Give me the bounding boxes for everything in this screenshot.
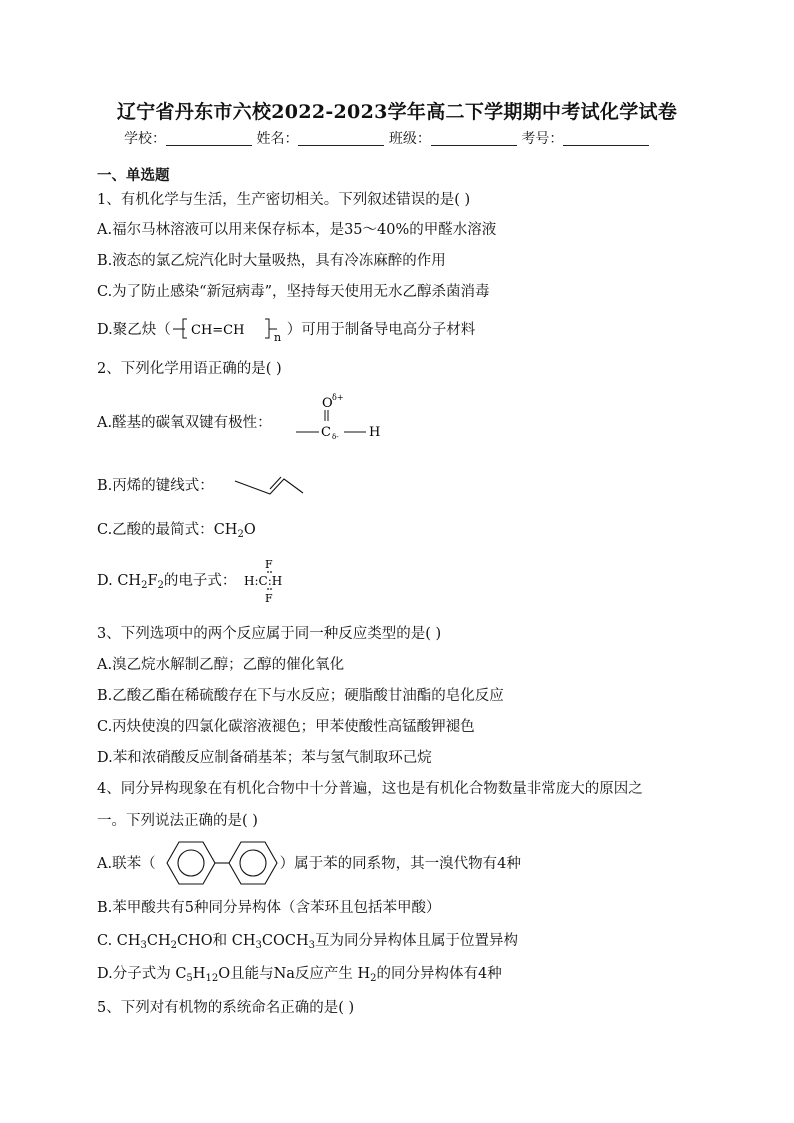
q3-option-d: D.苯和浓硝酸反应制备硝基苯；苯与氢气制取环己烷 — [97, 750, 432, 766]
q2-option-d — [97, 571, 236, 596]
q4-c-sub3: 3 — [255, 940, 262, 951]
q4-stem-line2: 一。下列说法正确的是( ) — [97, 813, 258, 829]
q4-d-part2: H — [192, 966, 206, 982]
school-label: 学校： — [124, 131, 166, 147]
q5-stem: 5、下列对有机物的系统命名正确的是( ) — [97, 1000, 355, 1016]
q4-a-prefix: A.联苯（ — [97, 856, 156, 872]
q2-d-sub2: 2 — [157, 580, 164, 591]
q1-option-c: C.为了防止感染“新冠病毒”，坚持每天使用无水乙醇杀菌消毒 — [97, 284, 490, 300]
q4-d-part3: O且能与Na反应产生 H — [218, 966, 371, 982]
school-blank[interactable] — [166, 131, 252, 146]
q4-c-part1: C. CH — [97, 933, 141, 949]
q1-d-suffix: ）可用于制备导电高分子材料 — [286, 322, 476, 338]
aldehyde-polarity-structure — [292, 392, 392, 444]
class-blank[interactable] — [431, 131, 517, 146]
q4-d-sub1: 5 — [186, 973, 193, 984]
name-blank[interactable] — [298, 131, 384, 146]
q4-c-part5: 互为同分异构体且属于位置异构 — [315, 933, 519, 949]
q4-c-part4: COCH — [261, 933, 309, 949]
q2-stem: 2、下列化学用语正确的是( ) — [97, 361, 282, 377]
exam-number-blank[interactable] — [563, 131, 649, 146]
electron-f-bottom: F — [265, 592, 273, 604]
q4-c-part3: CHO和 CH — [177, 933, 256, 949]
section-heading: 一、单选题 — [97, 167, 170, 184]
q2-a-text: A.醛基的碳氧双键有极性： — [97, 415, 272, 431]
q4-d-sub3: 2 — [370, 973, 377, 984]
empirical-formula — [214, 522, 256, 538]
polyacetylene-subscript: n — [273, 331, 281, 342]
q3-option-a: A.溴乙烷水解制乙醇；乙醇的催化氧化 — [97, 657, 345, 673]
q4-d-part4: 的同分异构体有4种 — [376, 966, 502, 982]
biphenyl-structure-icon — [162, 838, 286, 888]
electron-h-c-h: H:C:H — [244, 574, 283, 588]
q4-d-sub2: 12 — [205, 973, 219, 984]
q4-option-d — [97, 964, 502, 989]
q1-option-b: B.液态的氯乙烷汽化时大量吸热，具有冷冻麻醉的作用 — [97, 253, 446, 269]
q4-stem-line1: 4、同分异构现象在有机化合物中十分普遍，这也是有机化合物数量非常庞大的原因之 — [97, 781, 643, 797]
q4-option-a — [97, 854, 521, 874]
q4-option-c — [97, 931, 518, 956]
q3-option-c: C.丙炔使溴的四氯化碳溶液褪色；甲苯使酸性高锰酸钾褪色 — [97, 719, 475, 735]
aldehyde-hydrogen: H — [369, 425, 381, 440]
q4-c-sub2: 2 — [170, 940, 178, 951]
q3-option-b: B.乙酸乙酯在稀硫酸存在下与水反应；硬脂酸甘油酯的皂化反应 — [97, 688, 504, 704]
aldehyde-oxygen: O — [322, 396, 333, 411]
polyacetylene-text: CH=CH — [190, 323, 245, 338]
delta-plus: δ+ — [332, 393, 344, 402]
exam-number-label: 考号： — [521, 131, 564, 147]
q1-option-d — [97, 319, 475, 341]
delta-minus: δ- — [332, 433, 339, 441]
q1-option-a: A.福尔马林溶液可以用来保存标本，是35～40%的甲醛水溶液 — [97, 222, 497, 238]
q1-d-prefix: D.聚乙炔（ — [97, 322, 171, 338]
q2-option-c — [97, 520, 256, 545]
q2-d-prefix: D. CH — [97, 573, 142, 589]
q2-d-mid: F — [147, 573, 158, 589]
q4-d-part1: D.分子式为 C — [97, 966, 187, 982]
q2-b-text: B.丙烯的键线式： — [97, 478, 214, 494]
q4-a-suffix: ）属于苯的同系物，其一溴代物有4种 — [279, 856, 521, 872]
q2-c-text: C.乙酸的最简式： — [97, 522, 214, 538]
aldehyde-carbon: C — [321, 425, 331, 440]
q4-c-sub1: 3 — [140, 940, 147, 951]
q4-c-part2: CH — [146, 933, 171, 949]
q2-option-a — [97, 413, 272, 433]
formula-o: O — [243, 522, 256, 538]
page-title: 辽宁省丹东市六校2022-2023学年高二下学期期中考试化学试卷 — [116, 101, 678, 123]
q2-option-b — [97, 476, 214, 496]
formula-sub-2: 2 — [237, 529, 244, 540]
name-label: 姓名： — [256, 131, 299, 147]
student-info-row — [124, 128, 649, 148]
polyacetylene-formula — [171, 319, 287, 341]
electron-f-top: F — [265, 558, 273, 571]
propene-skeletal-icon — [232, 473, 308, 499]
ch2f2-electron-structure — [244, 556, 300, 604]
q4-c-sub4: 3 — [308, 940, 316, 951]
q3-stem: 3、下列选项中的两个反应属于同一种反应类型的是( ) — [97, 626, 442, 642]
q2-d-suffix: 的电子式： — [163, 573, 237, 589]
formula-ch: CH — [213, 522, 238, 538]
q4-option-b: B.苯甲酸共有5种同分异构体（含苯环且包括苯甲酸） — [97, 900, 441, 916]
class-label: 班级： — [388, 131, 431, 147]
q1-stem: 1、有机化学与生活，生产密切相关。下列叙述错误的是( ) — [97, 192, 471, 208]
q2-d-sub1: 2 — [141, 580, 148, 591]
polyacetylene-structure-icon — [171, 316, 287, 342]
